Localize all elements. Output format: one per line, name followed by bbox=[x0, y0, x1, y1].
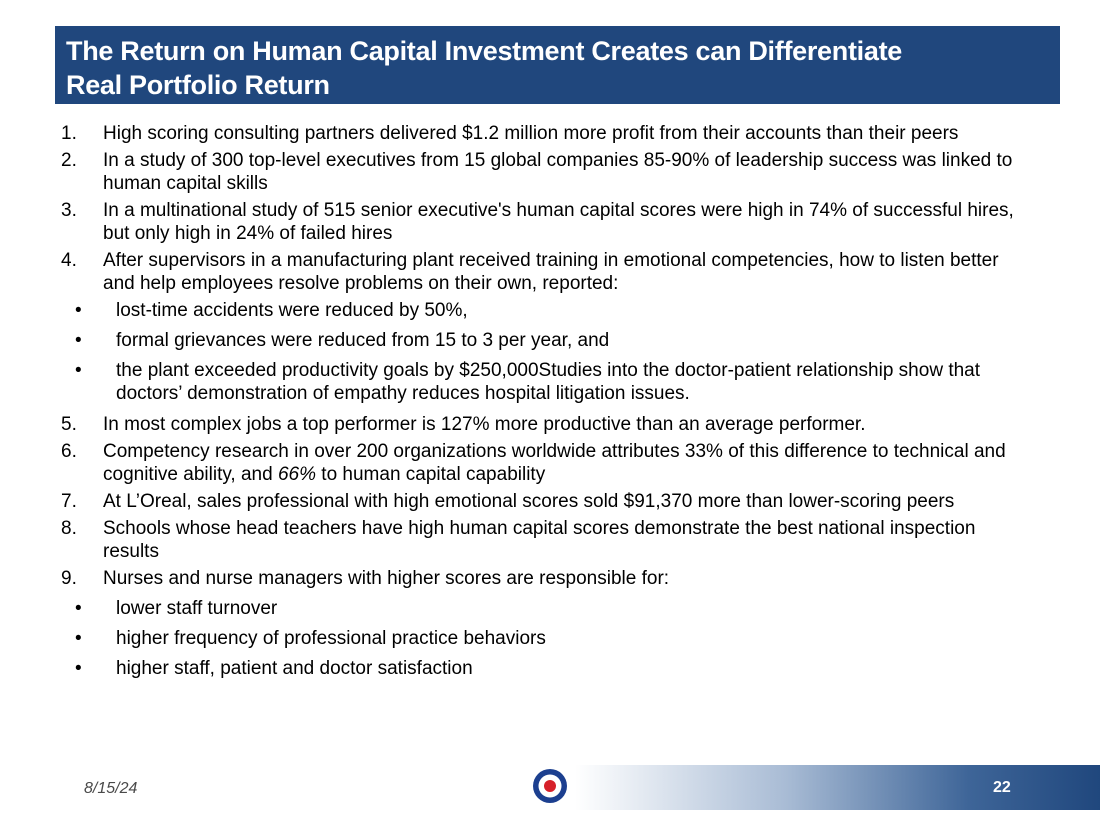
bullet-icon: • bbox=[75, 360, 82, 381]
item-text: After supervisors in a manufacturing plant received training in emotional competencies, how to listen better and help employees resolve problems on their own, reported: bbox=[103, 250, 999, 294]
item-text-italic: 66% bbox=[277, 464, 317, 485]
sub-item-text: lower staff turnover bbox=[116, 598, 278, 619]
item-text: In a study of 300 top-level executives from 15 global companies 85-90% of leadership success was linked to human capital skills bbox=[103, 150, 1013, 194]
item-number: 1. bbox=[61, 123, 77, 144]
sub-item-text: higher frequency of professional practice behaviors bbox=[116, 628, 546, 649]
bullet-icon: • bbox=[75, 330, 82, 351]
footer-date: 8/15/24 bbox=[84, 780, 138, 797]
bullet-icon: • bbox=[75, 658, 82, 679]
list-item bbox=[61, 490, 1021, 513]
list-item bbox=[61, 249, 1021, 409]
footer-band bbox=[575, 765, 1100, 810]
sub-item bbox=[61, 657, 1021, 680]
sub-item-text: formal grievances were reduced from 15 to 3 per year, and bbox=[116, 330, 610, 351]
list-item bbox=[61, 199, 1021, 245]
sub-item bbox=[61, 299, 1021, 322]
list-item bbox=[61, 413, 1021, 436]
item-number: 2. bbox=[61, 150, 77, 171]
item-number: 6. bbox=[61, 441, 77, 462]
item-text: In most complex jobs a top performer is 127% more productive than an average performer. bbox=[103, 414, 866, 435]
item-text: At L’Oreal, sales professional with high emotional scores sold $91,370 more than lower-scoring peers bbox=[103, 491, 955, 512]
sub-item-text: lost-time accidents were reduced by 50%, bbox=[116, 300, 468, 321]
sub-list bbox=[61, 597, 1021, 680]
item-number: 9. bbox=[61, 568, 77, 589]
item-number: 4. bbox=[61, 250, 77, 271]
list-item bbox=[61, 149, 1021, 195]
list-item bbox=[61, 122, 1021, 145]
roundel-center bbox=[544, 780, 556, 792]
item-text bbox=[103, 440, 1021, 486]
sub-item bbox=[61, 329, 1021, 352]
sub-item bbox=[61, 359, 1021, 405]
bullet-icon: • bbox=[75, 300, 82, 321]
sub-list bbox=[61, 299, 1021, 405]
title-bar bbox=[55, 26, 1060, 104]
sub-item bbox=[61, 597, 1021, 620]
item-text: High scoring consulting partners delivered $1.2 million more profit from their accounts than their peers bbox=[103, 123, 959, 144]
bullet-icon: • bbox=[75, 598, 82, 619]
sub-item-text: the plant exceeded productivity goals by $250,000Studies into the doctor-patient relationship show that doctors’ demonstration of empathy reduces hospital litigation issues. bbox=[116, 360, 981, 404]
page-number: 22 bbox=[993, 779, 1011, 796]
slide-title bbox=[66, 34, 1048, 102]
list-item bbox=[61, 440, 1021, 486]
slide-title-line-1: The Return on Human Capital Investment Creates can Differentiate bbox=[66, 36, 902, 66]
slide-title-line-2: Real Portfolio Return bbox=[66, 70, 330, 100]
bullet-icon: • bbox=[75, 628, 82, 649]
item-number: 7. bbox=[61, 491, 77, 512]
sub-item-text: higher staff, patient and doctor satisfaction bbox=[116, 658, 473, 679]
item-number: 3. bbox=[61, 200, 77, 221]
item-text-part: Competency research in over 200 organizations worldwide attributes 33% of this difference to technical and cognitive ability, and bbox=[103, 441, 1006, 485]
item-number: 8. bbox=[61, 518, 77, 539]
item-body bbox=[75, 249, 1021, 409]
list-item bbox=[61, 517, 1021, 563]
item-number: 5. bbox=[61, 414, 77, 435]
item-text: Schools whose head teachers have high human capital scores demonstrate the best national inspection results bbox=[103, 518, 976, 562]
content-list bbox=[61, 122, 1021, 688]
list-item bbox=[61, 567, 1021, 684]
item-text-part: to human capital capability bbox=[316, 464, 546, 485]
item-text: In a multinational study of 515 senior executive's human capital scores were high in 74% of successful hires, but only high in 24% of failed hires bbox=[103, 200, 1014, 244]
item-body bbox=[75, 567, 1021, 684]
item-text: Nurses and nurse managers with higher scores are responsible for: bbox=[103, 568, 670, 589]
roundel-icon bbox=[532, 768, 568, 804]
sub-item bbox=[61, 627, 1021, 650]
